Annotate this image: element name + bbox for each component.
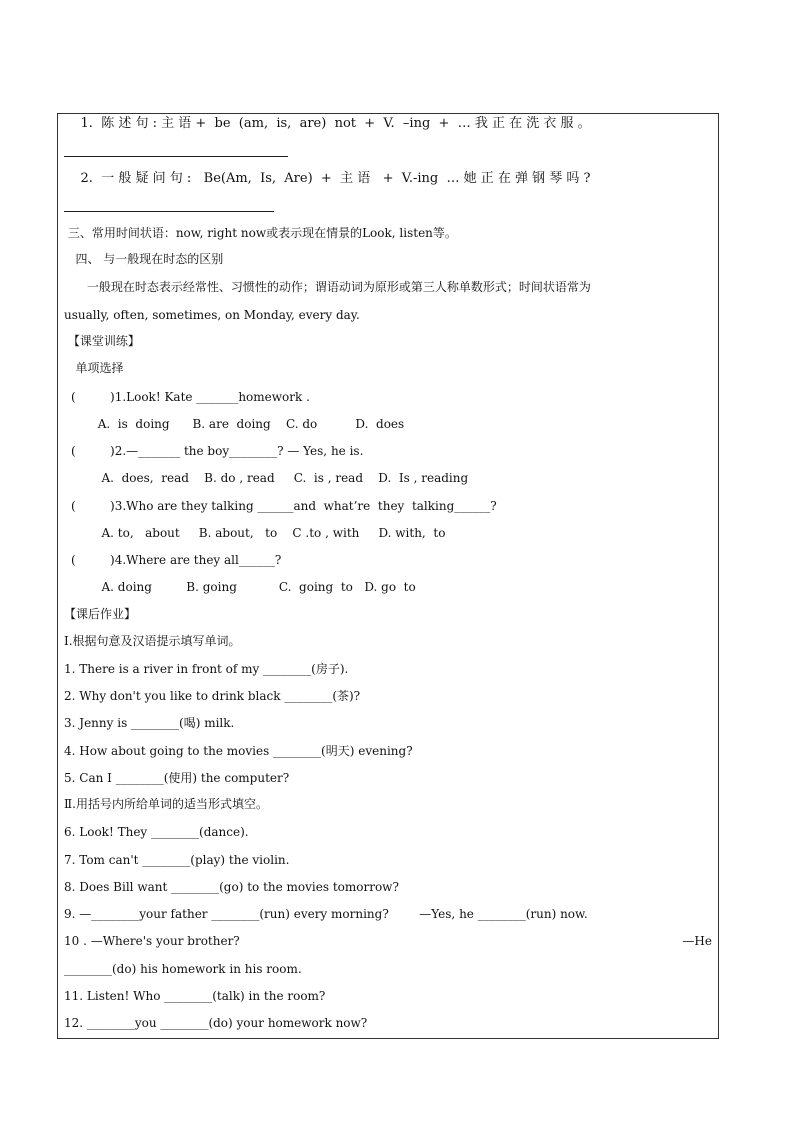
multiple-choice-heading: 单项选择 xyxy=(64,361,124,375)
classwork-heading: 【课堂训练】 xyxy=(64,334,140,348)
question-1-options: A. is doing B. are doing C. do D. does xyxy=(71,417,405,431)
grammar-statement-rule: 1. 陈 述 句 : 主 语 + be (am, is, are) not + V. –ing + … 我 正 在 洗 衣 服 。 xyxy=(64,116,591,131)
comparison-text-continued: usually, often, sometimes, on Monday, every day. xyxy=(64,308,360,322)
question-4: ( )4.Where are they all______? xyxy=(71,553,282,567)
homework-item: 5. Can I ________(使用) the computer? xyxy=(64,771,290,785)
comparison-text: 一般现在时态表示经常性、习惯性的动作；谓语动词为原形或第三人称单数形式；时间状语常为 xyxy=(64,280,591,294)
homework-item: 2. Why don't you like to drink black ________(茶)? xyxy=(64,689,361,703)
homework-item: 7. Tom can't ________(play) the violin. xyxy=(64,853,290,867)
homework-part-2-instructions: Ⅱ.用括号内所给单词的适当形式填空。 xyxy=(64,797,268,811)
homework-item: 9. —________your father ________(run) every morning? —Yes, he ________(run) now. xyxy=(64,907,588,921)
answer-line xyxy=(64,211,274,212)
homework-item: 12. ________you ________(do) your homework now? xyxy=(64,1016,368,1030)
question-2-options: A. does, read B. do , read C. is , read D. Is , reading xyxy=(71,471,469,485)
answer-line xyxy=(64,156,288,157)
homework-item: 6. Look! They ________(dance). xyxy=(64,825,249,839)
question-3: ( )3.Who are they talking ______and what’re they talking______? xyxy=(71,499,497,513)
homework-item: 4. How about going to the movies ________(明天) evening? xyxy=(64,744,413,758)
homework-item: 1. There is a river in front of my ________(房子). xyxy=(64,662,349,676)
comparison-heading: 四、 与一般现在时态的区别 xyxy=(64,252,224,266)
question-1: ( )1.Look! Kate _______homework . xyxy=(71,390,310,404)
question-2: ( )2.—_______ the boy________? — Yes, he is. xyxy=(71,444,364,458)
time-adverbials-section: 三、常用时间状语：now, right now或表示现在情景的Look, listen等。 xyxy=(64,226,457,240)
homework-heading: 【课后作业】 xyxy=(64,607,137,621)
homework-item-continued: ________(do) his homework in his room. xyxy=(64,962,302,976)
homework-item: 11. Listen! Who ________(talk) in the room? xyxy=(64,989,326,1003)
grammar-question-rule: 2. 一 般 疑 问 句 : Be(Am, Is, Are) + 主 语 + V.-ing … 她 正 在 弹 钢 琴 吗 ? xyxy=(64,171,591,186)
question-4-options: A. doing B. going C. going to D. go to xyxy=(71,580,416,594)
homework-item: 8. Does Bill want ________(go) to the movies tomorrow? xyxy=(64,880,399,894)
homework-item: 3. Jenny is ________(喝) milk. xyxy=(64,716,235,730)
homework-item: 10 . —Where's your brother? xyxy=(64,934,240,948)
homework-item-reply: —He xyxy=(682,934,712,948)
homework-part-1-instructions: Ⅰ.根据句意及汉语提示填写单词。 xyxy=(64,634,241,648)
question-3-options: A. to, about B. about, to C .to , with D. with, to xyxy=(71,526,446,540)
